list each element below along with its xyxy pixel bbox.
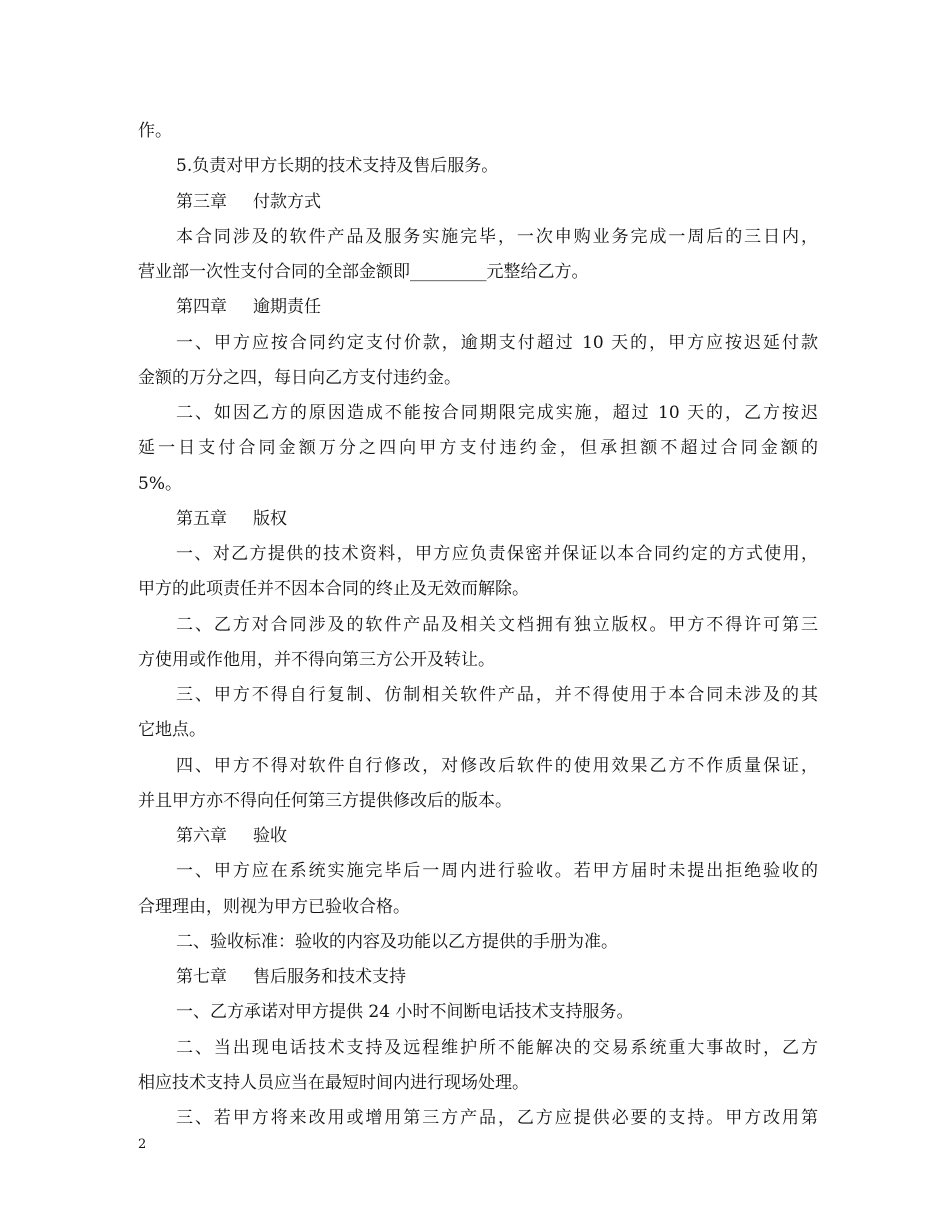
chapter-title: 逾期责任 (253, 297, 321, 318)
body-line-19 (138, 749, 818, 784)
body-line-22 (138, 854, 818, 889)
chapter-number: 第七章 (176, 967, 227, 987)
body-line-5 (138, 255, 818, 290)
body-line-27 (138, 1031, 818, 1066)
paragraph-text: 二、如因乙方的原因造成不能按合同期限完成实施，超过 10 天的，乙方按迟 (176, 403, 818, 423)
body-line-24 (138, 925, 818, 960)
paragraph-text: 金额的万分之四，每日向乙方支付违约金。 (138, 367, 461, 388)
paragraph-text: 四、甲方不得对软件自行修改，对修改后软件的使用效果乙方不作质量保证， (176, 755, 818, 776)
body-line-26 (138, 995, 818, 1030)
chapter-heading-4 (138, 290, 818, 325)
body-line-11 (138, 467, 818, 502)
body-line-9 (138, 396, 818, 431)
paragraph-text: 相应技术支持人员应当在最短时间内进行现场处理。 (138, 1072, 529, 1093)
body-line-17 (138, 678, 818, 713)
paragraph-text: 二、乙方对合同涉及的软件产品及相关文档拥有独立版权。甲方不得许可第三 (176, 614, 818, 635)
paragraph-text: 甲方的此项责任并不因本合同的终止及无效而解除。 (138, 579, 529, 600)
page-number: 2 (138, 1137, 147, 1152)
body-line-23 (138, 890, 818, 925)
body-line-20 (138, 784, 818, 819)
paragraph-text: 5%。 (138, 473, 182, 494)
chapter-heading-3 (138, 185, 818, 220)
body-line-14 (138, 572, 818, 607)
document-body (138, 114, 818, 1136)
chapter-heading-7 (138, 960, 818, 995)
paragraph-text: 本合同涉及的软件产品及服务实施完毕，一次申购业务完成一周后的三日内， (176, 226, 818, 247)
chapter-heading-5 (138, 502, 818, 537)
chapter-title: 版权 (253, 508, 287, 529)
chapter-heading-6 (138, 819, 818, 854)
paragraph-text: 一、乙方承诺对甲方提供 24 小时不间断电话技术支持服务。 (176, 1002, 634, 1023)
paragraph-text: 方使用或作他用，并不得向第三方公开及转让。 (138, 649, 495, 670)
body-line-1 (138, 114, 818, 149)
body-line-10 (138, 431, 818, 466)
paragraph-text: 合理理由，则视为甲方已验收合格。 (138, 896, 410, 917)
body-line-4 (138, 220, 818, 255)
paragraph-text: 营业部一次性支付合同的全部金额即_________元整给乙方。 (138, 262, 589, 282)
paragraph-text: 延一日支付合同金额万分之四向甲方支付违约金，但承担额不超过合同金额的 (138, 438, 818, 459)
paragraph-text: 并且甲方亦不得向任何第三方提供修改后的版本。 (138, 790, 512, 811)
paragraph-text: 一、甲方应按合同约定支付价款，逾期支付超过 10 天的，甲方应按迟延付款 (176, 332, 818, 353)
chapter-number: 第五章 (176, 508, 227, 529)
body-line-15 (138, 608, 818, 643)
body-line-18 (138, 713, 818, 748)
body-line-2 (138, 149, 818, 184)
paragraph-text: 一、甲方应在系统实施完毕后一周内进行验收。若甲方届时未提出拒绝验收的 (176, 861, 818, 882)
paragraph-text: 它地点。 (138, 720, 206, 741)
body-line-13 (138, 537, 818, 572)
chapter-number: 第四章 (176, 297, 227, 318)
chapter-title: 付款方式 (253, 191, 321, 212)
paragraph-text: 一、对乙方提供的技术资料，甲方应负责保密并保证以本合同约定的方式使用， (176, 544, 818, 564)
chapter-number: 第六章 (176, 826, 227, 846)
body-line-16 (138, 643, 818, 678)
paragraph-text: 三、若甲方将来改用或增用第三方产品，乙方应提供必要的支持。甲方改用第 (176, 1108, 818, 1128)
body-line-28 (138, 1066, 818, 1101)
chapter-title: 售后服务和技术支持 (253, 967, 406, 987)
body-line-7 (138, 326, 818, 361)
paragraph-text: 二、当出现电话技术支持及远程维护所不能解决的交易系统重大事故时，乙方 (176, 1037, 818, 1058)
text-continuation: 作。 (138, 121, 172, 141)
chapter-title: 验收 (253, 826, 287, 846)
chapter-number: 第三章 (176, 191, 227, 212)
list-item-5: 5.负责对甲方长期的技术支持及售后服务。 (176, 156, 499, 177)
body-line-29 (138, 1101, 818, 1136)
paragraph-text: 三、甲方不得自行复制、仿制相关软件产品，并不得使用于本合同未涉及的其 (176, 685, 818, 705)
paragraph-text: 二、验收标准：验收的内容及功能以乙方提供的手册为准。 (176, 931, 618, 952)
body-line-8 (138, 361, 818, 396)
